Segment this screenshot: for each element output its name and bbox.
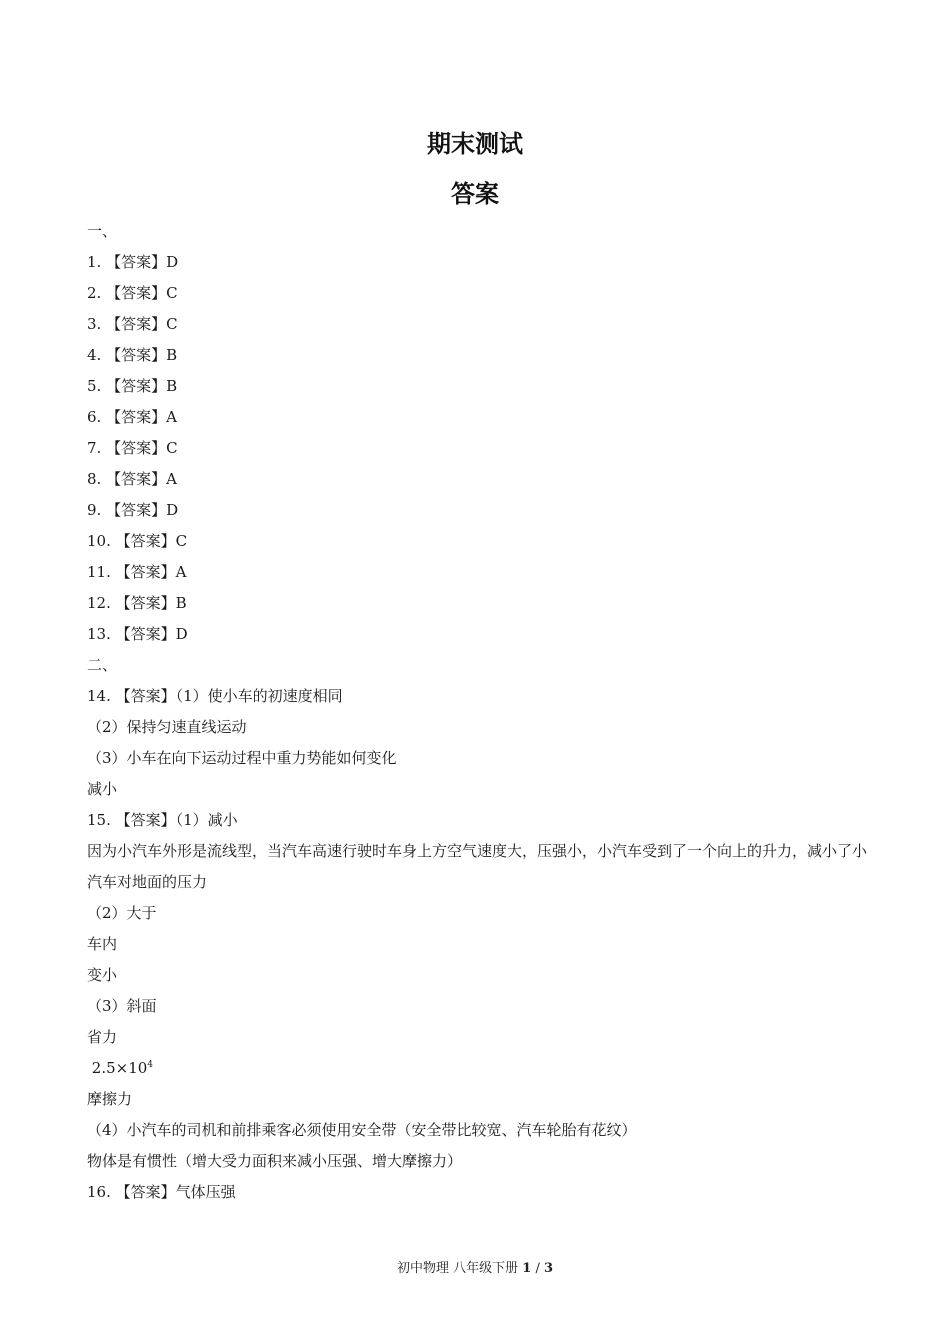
q15-sub-answer: （3）斜面 [87,997,157,1015]
document-title: 期末测试 [427,130,523,158]
footer-text: 初中物理 八年级下册 [396,1261,519,1276]
answer-line: 5. 【答案】B [87,377,178,395]
q14-sub-answer: 减小 [87,780,118,798]
q15-sub-answer: 省力 [87,1028,118,1046]
q14-answer: 14. 【答案】（1）使小车的初速度相同 [87,687,343,705]
formula-base: 2.5×10 [91,1059,148,1077]
answer-line: 1. 【答案】D [87,253,179,271]
section-heading-1: 一、 [87,222,118,240]
answer-line: 8. 【答案】A [87,470,177,488]
page-number: 1 [522,1261,532,1276]
answer-line: 13. 【答案】D [87,625,188,643]
q15-sub-answer: （4）小汽车的司机和前排乘客必须使用安全带（安全带比较宽、汽车轮胎有花纹） [87,1121,637,1139]
answer-line: 4. 【答案】B [87,346,178,364]
q15-formula [87,1053,877,1084]
answer-line: 3. 【答案】C [87,315,178,333]
answer-line: 7. 【答案】C [87,439,178,457]
answer-line: 12. 【答案】B [87,594,187,612]
q14-sub-answer: （3）小车在向下运动过程中重力势能如何变化 [87,749,397,767]
q15-explanation: 因为小汽车外形是流线型，当汽车高速行驶时车身上方空气速度大，压强小，小汽车受到了一个向上的升力，减小了小汽车对地面的压力 [87,842,868,891]
q15-answer: 15. 【答案】（1）减小 [87,811,238,829]
answer-line: 10. 【答案】C [87,532,188,550]
answer-line: 2. 【答案】C [87,284,178,302]
document-subtitle: 答案 [451,180,499,208]
q15-sub-answer: （2）大于 [87,904,157,922]
answer-content [87,216,877,1208]
page-separator: / [531,1261,544,1276]
q15-sub-answer: 物体是有惯性（增大受力面积来减小压强、增大摩擦力） [87,1152,463,1170]
page-total: 3 [543,1261,554,1276]
q15-sub-answer: 车内 [87,935,118,953]
q15-sub-answer: 摩擦力 [87,1090,133,1108]
answer-line: 9. 【答案】D [87,501,179,519]
section-heading-2: 二、 [87,656,118,674]
answer-line: 6. 【答案】A [87,408,177,426]
q16-answer: 16. 【答案】气体压强 [87,1183,236,1201]
q15-sub-answer: 变小 [87,966,118,984]
formula-exponent: 4 [147,1060,154,1070]
q14-sub-answer: （2）保持匀速直线运动 [87,718,247,736]
answer-line: 11. 【答案】A [87,563,187,581]
page-footer [0,1257,950,1276]
